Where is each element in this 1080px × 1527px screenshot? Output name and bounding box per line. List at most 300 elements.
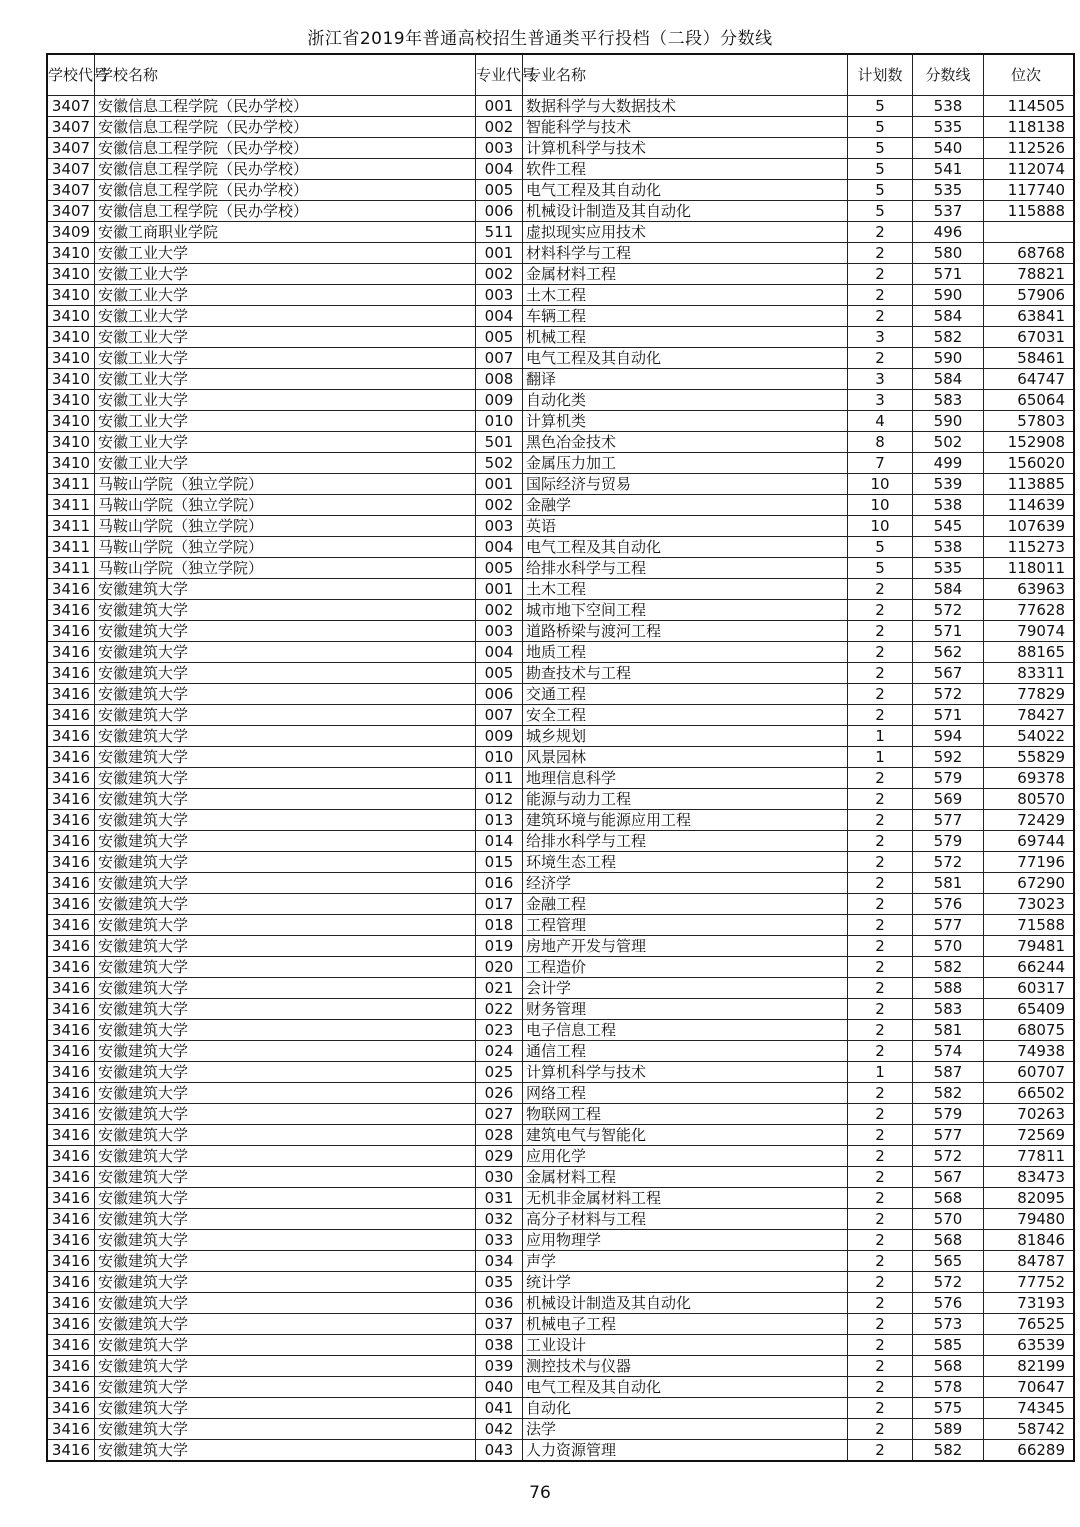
cell-school-name: 安徽建筑大学	[95, 1041, 476, 1062]
cell-rank: 69378	[984, 768, 1075, 789]
table-row	[47, 1251, 1074, 1272]
cell-major-code: 009	[476, 726, 523, 747]
cell-school-code: 3416	[47, 1419, 95, 1440]
cell-school-name: 安徽信息工程学院（民办学校）	[95, 138, 476, 159]
cell-plan-count: 2	[848, 810, 913, 831]
cell-school-code: 3416	[47, 1041, 95, 1062]
cell-rank: 66289	[984, 1440, 1075, 1462]
table-row	[47, 579, 1074, 600]
cell-rank: 57803	[984, 411, 1075, 432]
table-row	[47, 621, 1074, 642]
cell-major-code: 035	[476, 1272, 523, 1293]
cell-school-name: 安徽建筑大学	[95, 747, 476, 768]
cell-plan-count: 2	[848, 1083, 913, 1104]
cell-plan-count: 2	[848, 1440, 913, 1462]
cell-school-code: 3416	[47, 1020, 95, 1041]
cell-major-name: 软件工程	[523, 159, 848, 180]
cell-score-line: 571	[913, 264, 984, 285]
cell-major-name: 经济学	[523, 873, 848, 894]
cell-major-name: 自动化	[523, 1398, 848, 1419]
cell-school-name: 安徽工业大学	[95, 243, 476, 264]
cell-major-name: 高分子材料与工程	[523, 1209, 848, 1230]
cell-score-line: 565	[913, 1251, 984, 1272]
cell-rank	[984, 222, 1075, 243]
cell-score-line: 570	[913, 1209, 984, 1230]
cell-rank: 83311	[984, 663, 1075, 684]
cell-rank: 114639	[984, 495, 1075, 516]
cell-major-name: 建筑环境与能源应用工程	[523, 810, 848, 831]
table-row	[47, 264, 1074, 285]
table-row	[47, 726, 1074, 747]
cell-major-code: 501	[476, 432, 523, 453]
cell-school-code: 3416	[47, 1314, 95, 1335]
table-row	[47, 558, 1074, 579]
cell-rank: 74938	[984, 1041, 1075, 1062]
cell-major-code: 003	[476, 138, 523, 159]
cell-rank: 118011	[984, 558, 1075, 579]
cell-rank: 77628	[984, 600, 1075, 621]
cell-major-name: 土木工程	[523, 285, 848, 306]
cell-score-line: 535	[913, 180, 984, 201]
cell-school-code: 3416	[47, 1356, 95, 1377]
cell-major-name: 通信工程	[523, 1041, 848, 1062]
cell-score-line: 538	[913, 537, 984, 558]
cell-major-name: 机械设计制造及其自动化	[523, 201, 848, 222]
cell-school-code: 3411	[47, 558, 95, 579]
table-row	[47, 810, 1074, 831]
cell-score-line: 590	[913, 285, 984, 306]
table-row	[47, 999, 1074, 1020]
cell-school-code: 3416	[47, 852, 95, 873]
cell-major-code: 032	[476, 1209, 523, 1230]
cell-score-line: 572	[913, 1272, 984, 1293]
cell-rank: 117740	[984, 180, 1075, 201]
cell-major-name: 人力资源管理	[523, 1440, 848, 1462]
cell-school-code: 3416	[47, 1125, 95, 1146]
cell-major-name: 法学	[523, 1419, 848, 1440]
cell-school-name: 安徽建筑大学	[95, 957, 476, 978]
cell-school-code: 3416	[47, 873, 95, 894]
cell-school-code: 3416	[47, 1188, 95, 1209]
cell-school-name: 安徽工业大学	[95, 453, 476, 474]
cell-school-code: 3410	[47, 285, 95, 306]
table-row	[47, 936, 1074, 957]
cell-major-name: 电气工程及其自动化	[523, 348, 848, 369]
table-row	[47, 957, 1074, 978]
cell-plan-count: 2	[848, 684, 913, 705]
cell-major-code: 008	[476, 369, 523, 390]
table-row	[47, 1398, 1074, 1419]
cell-score-line: 587	[913, 1062, 984, 1083]
cell-plan-count: 3	[848, 369, 913, 390]
cell-school-name: 安徽工业大学	[95, 411, 476, 432]
cell-major-name: 金属压力加工	[523, 453, 848, 474]
table-body	[47, 96, 1074, 1462]
table-row	[47, 831, 1074, 852]
cell-major-code: 043	[476, 1440, 523, 1462]
cell-rank: 69744	[984, 831, 1075, 852]
cell-plan-count: 2	[848, 705, 913, 726]
cell-major-name: 计算机科学与技术	[523, 138, 848, 159]
cell-school-code: 3416	[47, 831, 95, 852]
cell-school-name: 安徽建筑大学	[95, 1293, 476, 1314]
cell-plan-count: 5	[848, 537, 913, 558]
cell-school-name: 安徽建筑大学	[95, 1146, 476, 1167]
cell-rank: 60707	[984, 1062, 1075, 1083]
cell-major-code: 511	[476, 222, 523, 243]
table-row	[47, 852, 1074, 873]
cell-plan-count: 7	[848, 453, 913, 474]
table-row	[47, 1209, 1074, 1230]
cell-major-name: 应用物理学	[523, 1230, 848, 1251]
cell-score-line: 569	[913, 789, 984, 810]
cell-rank: 79481	[984, 936, 1075, 957]
table-row	[47, 1377, 1074, 1398]
cell-major-name: 金融学	[523, 495, 848, 516]
cell-score-line: 572	[913, 1146, 984, 1167]
cell-plan-count: 5	[848, 180, 913, 201]
cell-major-code: 027	[476, 1104, 523, 1125]
cell-school-code: 3416	[47, 684, 95, 705]
cell-score-line: 585	[913, 1335, 984, 1356]
cell-major-code: 502	[476, 453, 523, 474]
cell-major-name: 会计学	[523, 978, 848, 999]
cell-major-name: 城市地下空间工程	[523, 600, 848, 621]
cell-major-name: 金属材料工程	[523, 1167, 848, 1188]
cell-school-name: 安徽建筑大学	[95, 1419, 476, 1440]
cell-score-line: 588	[913, 978, 984, 999]
cell-rank: 156020	[984, 453, 1075, 474]
table-row	[47, 201, 1074, 222]
cell-school-name: 安徽建筑大学	[95, 1125, 476, 1146]
cell-major-name: 给排水科学与工程	[523, 558, 848, 579]
cell-rank: 77196	[984, 852, 1075, 873]
cell-rank: 80570	[984, 789, 1075, 810]
cell-major-name: 黑色冶金技术	[523, 432, 848, 453]
cell-plan-count: 2	[848, 789, 913, 810]
cell-school-name: 安徽建筑大学	[95, 1356, 476, 1377]
cell-major-name: 声学	[523, 1251, 848, 1272]
cell-major-code: 028	[476, 1125, 523, 1146]
cell-school-name: 安徽建筑大学	[95, 1104, 476, 1125]
cell-major-code: 007	[476, 705, 523, 726]
cell-rank: 76525	[984, 1314, 1075, 1335]
table-row	[47, 411, 1074, 432]
cell-plan-count: 2	[848, 852, 913, 873]
admission-score-table	[46, 53, 1075, 1462]
header-school-code: 学校代号	[47, 54, 95, 96]
table-row	[47, 789, 1074, 810]
cell-rank: 115888	[984, 201, 1075, 222]
cell-score-line: 579	[913, 1104, 984, 1125]
cell-score-line: 575	[913, 1398, 984, 1419]
cell-rank: 54022	[984, 726, 1075, 747]
cell-major-name: 电气工程及其自动化	[523, 537, 848, 558]
cell-score-line: 573	[913, 1314, 984, 1335]
cell-school-name: 安徽建筑大学	[95, 1209, 476, 1230]
cell-plan-count: 2	[848, 1188, 913, 1209]
cell-score-line: 580	[913, 243, 984, 264]
cell-school-code: 3416	[47, 747, 95, 768]
cell-rank: 73193	[984, 1293, 1075, 1314]
table-row	[47, 1356, 1074, 1377]
table-row	[47, 915, 1074, 936]
cell-major-code: 015	[476, 852, 523, 873]
cell-plan-count: 2	[848, 642, 913, 663]
cell-school-code: 3416	[47, 894, 95, 915]
cell-school-name: 马鞍山学院（独立学院）	[95, 516, 476, 537]
cell-school-name: 安徽建筑大学	[95, 810, 476, 831]
cell-plan-count: 5	[848, 138, 913, 159]
cell-major-name: 金融工程	[523, 894, 848, 915]
table-row	[47, 894, 1074, 915]
cell-rank: 82199	[984, 1356, 1075, 1377]
cell-score-line: 577	[913, 810, 984, 831]
cell-major-code: 040	[476, 1377, 523, 1398]
cell-school-name: 安徽建筑大学	[95, 663, 476, 684]
table-row	[47, 642, 1074, 663]
cell-score-line: 583	[913, 390, 984, 411]
table-row	[47, 1062, 1074, 1083]
cell-school-code: 3411	[47, 495, 95, 516]
cell-school-name: 马鞍山学院（独立学院）	[95, 537, 476, 558]
cell-major-code: 042	[476, 1419, 523, 1440]
cell-school-code: 3416	[47, 810, 95, 831]
cell-school-code: 3407	[47, 138, 95, 159]
cell-school-code: 3410	[47, 369, 95, 390]
cell-school-code: 3416	[47, 579, 95, 600]
cell-school-name: 安徽信息工程学院（民办学校）	[95, 201, 476, 222]
cell-rank: 152908	[984, 432, 1075, 453]
cell-major-code: 021	[476, 978, 523, 999]
cell-major-code: 003	[476, 285, 523, 306]
cell-rank: 63963	[984, 579, 1075, 600]
cell-rank: 78821	[984, 264, 1075, 285]
cell-major-name: 工程管理	[523, 915, 848, 936]
table-row	[47, 495, 1074, 516]
table-row	[47, 453, 1074, 474]
cell-rank: 78427	[984, 705, 1075, 726]
header-plan-count: 计划数	[848, 54, 913, 96]
cell-major-name: 无机非金属材料工程	[523, 1188, 848, 1209]
cell-major-code: 014	[476, 831, 523, 852]
cell-major-name: 工业设计	[523, 1335, 848, 1356]
cell-major-name: 应用化学	[523, 1146, 848, 1167]
cell-school-name: 安徽建筑大学	[95, 1083, 476, 1104]
cell-school-code: 3407	[47, 201, 95, 222]
cell-major-name: 电子信息工程	[523, 1020, 848, 1041]
cell-plan-count: 4	[848, 411, 913, 432]
table-row	[47, 390, 1074, 411]
table-row	[47, 1230, 1074, 1251]
cell-major-name: 车辆工程	[523, 306, 848, 327]
cell-school-name: 安徽建筑大学	[95, 1188, 476, 1209]
cell-school-name: 安徽建筑大学	[95, 852, 476, 873]
cell-plan-count: 2	[848, 663, 913, 684]
table-row	[47, 1167, 1074, 1188]
cell-score-line: 592	[913, 747, 984, 768]
cell-major-name: 电气工程及其自动化	[523, 180, 848, 201]
cell-score-line: 535	[913, 558, 984, 579]
cell-major-name: 房地产开发与管理	[523, 936, 848, 957]
cell-rank: 72569	[984, 1125, 1075, 1146]
cell-rank: 114505	[984, 96, 1075, 117]
cell-rank: 60317	[984, 978, 1075, 999]
cell-school-name: 安徽建筑大学	[95, 1167, 476, 1188]
cell-major-name: 智能科学与技术	[523, 117, 848, 138]
cell-plan-count: 2	[848, 264, 913, 285]
cell-school-code: 3416	[47, 600, 95, 621]
cell-school-code: 3407	[47, 159, 95, 180]
cell-major-code: 039	[476, 1356, 523, 1377]
cell-rank: 113885	[984, 474, 1075, 495]
cell-major-code: 002	[476, 600, 523, 621]
cell-score-line: 581	[913, 1020, 984, 1041]
cell-school-name: 安徽建筑大学	[95, 831, 476, 852]
cell-school-name: 安徽建筑大学	[95, 1251, 476, 1272]
cell-rank: 68075	[984, 1020, 1075, 1041]
table-row	[47, 1293, 1074, 1314]
table-row	[47, 1314, 1074, 1335]
cell-score-line: 567	[913, 1167, 984, 1188]
cell-school-code: 3416	[47, 1104, 95, 1125]
cell-plan-count: 5	[848, 96, 913, 117]
table-header	[47, 54, 1074, 96]
cell-school-name: 安徽工业大学	[95, 264, 476, 285]
cell-major-code: 002	[476, 495, 523, 516]
table-row	[47, 1125, 1074, 1146]
cell-major-code: 025	[476, 1062, 523, 1083]
cell-score-line: 581	[913, 873, 984, 894]
cell-major-name: 机械工程	[523, 327, 848, 348]
cell-rank: 55829	[984, 747, 1075, 768]
cell-school-name: 安徽建筑大学	[95, 936, 476, 957]
cell-score-line: 582	[913, 1440, 984, 1462]
cell-major-code: 005	[476, 327, 523, 348]
cell-rank: 88165	[984, 642, 1075, 663]
cell-score-line: 594	[913, 726, 984, 747]
cell-major-code: 011	[476, 768, 523, 789]
cell-major-code: 034	[476, 1251, 523, 1272]
header-major-name: 专业名称	[523, 54, 848, 96]
cell-school-code: 3416	[47, 642, 95, 663]
cell-rank: 72429	[984, 810, 1075, 831]
table-row	[47, 705, 1074, 726]
table-row	[47, 159, 1074, 180]
cell-rank: 58742	[984, 1419, 1075, 1440]
cell-rank: 57906	[984, 285, 1075, 306]
cell-score-line: 590	[913, 348, 984, 369]
table-row	[47, 474, 1074, 495]
cell-school-name: 安徽工业大学	[95, 390, 476, 411]
table-row	[47, 138, 1074, 159]
cell-major-name: 地理信息科学	[523, 768, 848, 789]
cell-school-name: 安徽建筑大学	[95, 1272, 476, 1293]
cell-major-name: 英语	[523, 516, 848, 537]
cell-school-code: 3416	[47, 663, 95, 684]
cell-school-code: 3407	[47, 96, 95, 117]
cell-plan-count: 5	[848, 159, 913, 180]
cell-plan-count: 2	[848, 243, 913, 264]
cell-school-code: 3416	[47, 936, 95, 957]
table-row	[47, 684, 1074, 705]
cell-plan-count: 2	[848, 1146, 913, 1167]
cell-school-name: 安徽信息工程学院（民办学校）	[95, 159, 476, 180]
cell-major-code: 005	[476, 663, 523, 684]
cell-score-line: 568	[913, 1188, 984, 1209]
cell-plan-count: 3	[848, 327, 913, 348]
cell-school-name: 安徽建筑大学	[95, 999, 476, 1020]
cell-plan-count: 2	[848, 306, 913, 327]
cell-rank: 65409	[984, 999, 1075, 1020]
cell-plan-count: 2	[848, 621, 913, 642]
cell-school-code: 3416	[47, 1083, 95, 1104]
cell-rank: 77752	[984, 1272, 1075, 1293]
header-row	[47, 54, 1074, 96]
cell-major-code: 036	[476, 1293, 523, 1314]
cell-plan-count: 2	[848, 600, 913, 621]
cell-score-line: 571	[913, 705, 984, 726]
cell-rank: 70263	[984, 1104, 1075, 1125]
cell-major-code: 003	[476, 621, 523, 642]
table-row	[47, 243, 1074, 264]
cell-score-line: 572	[913, 852, 984, 873]
cell-school-code: 3410	[47, 348, 95, 369]
cell-major-code: 033	[476, 1230, 523, 1251]
cell-school-code: 3416	[47, 726, 95, 747]
cell-school-name: 安徽信息工程学院（民办学校）	[95, 180, 476, 201]
cell-school-name: 安徽建筑大学	[95, 978, 476, 999]
cell-score-line: 574	[913, 1041, 984, 1062]
cell-major-name: 财务管理	[523, 999, 848, 1020]
cell-plan-count: 5	[848, 558, 913, 579]
cell-major-code: 031	[476, 1188, 523, 1209]
cell-school-name: 安徽建筑大学	[95, 873, 476, 894]
cell-school-name: 安徽工业大学	[95, 348, 476, 369]
table-row	[47, 306, 1074, 327]
cell-rank: 79074	[984, 621, 1075, 642]
cell-school-name: 马鞍山学院（独立学院）	[95, 558, 476, 579]
table-row	[47, 873, 1074, 894]
table-row	[47, 432, 1074, 453]
cell-score-line: 535	[913, 117, 984, 138]
table-row	[47, 768, 1074, 789]
table-row	[47, 117, 1074, 138]
cell-school-code: 3416	[47, 705, 95, 726]
table-row	[47, 96, 1074, 117]
cell-score-line: 545	[913, 516, 984, 537]
table-row	[47, 537, 1074, 558]
cell-major-code: 037	[476, 1314, 523, 1335]
cell-school-code: 3416	[47, 768, 95, 789]
table-row	[47, 747, 1074, 768]
header-major-code: 专业代号	[476, 54, 523, 96]
cell-rank: 82095	[984, 1188, 1075, 1209]
cell-plan-count: 1	[848, 1062, 913, 1083]
cell-school-code: 3416	[47, 1209, 95, 1230]
cell-score-line: 539	[913, 474, 984, 495]
cell-plan-count: 2	[848, 1335, 913, 1356]
cell-school-name: 安徽建筑大学	[95, 642, 476, 663]
cell-major-code: 024	[476, 1041, 523, 1062]
cell-score-line: 576	[913, 894, 984, 915]
cell-score-line: 582	[913, 1083, 984, 1104]
cell-major-code: 010	[476, 747, 523, 768]
cell-score-line: 584	[913, 369, 984, 390]
cell-school-code: 3410	[47, 432, 95, 453]
cell-plan-count: 2	[848, 1230, 913, 1251]
table-row	[47, 348, 1074, 369]
